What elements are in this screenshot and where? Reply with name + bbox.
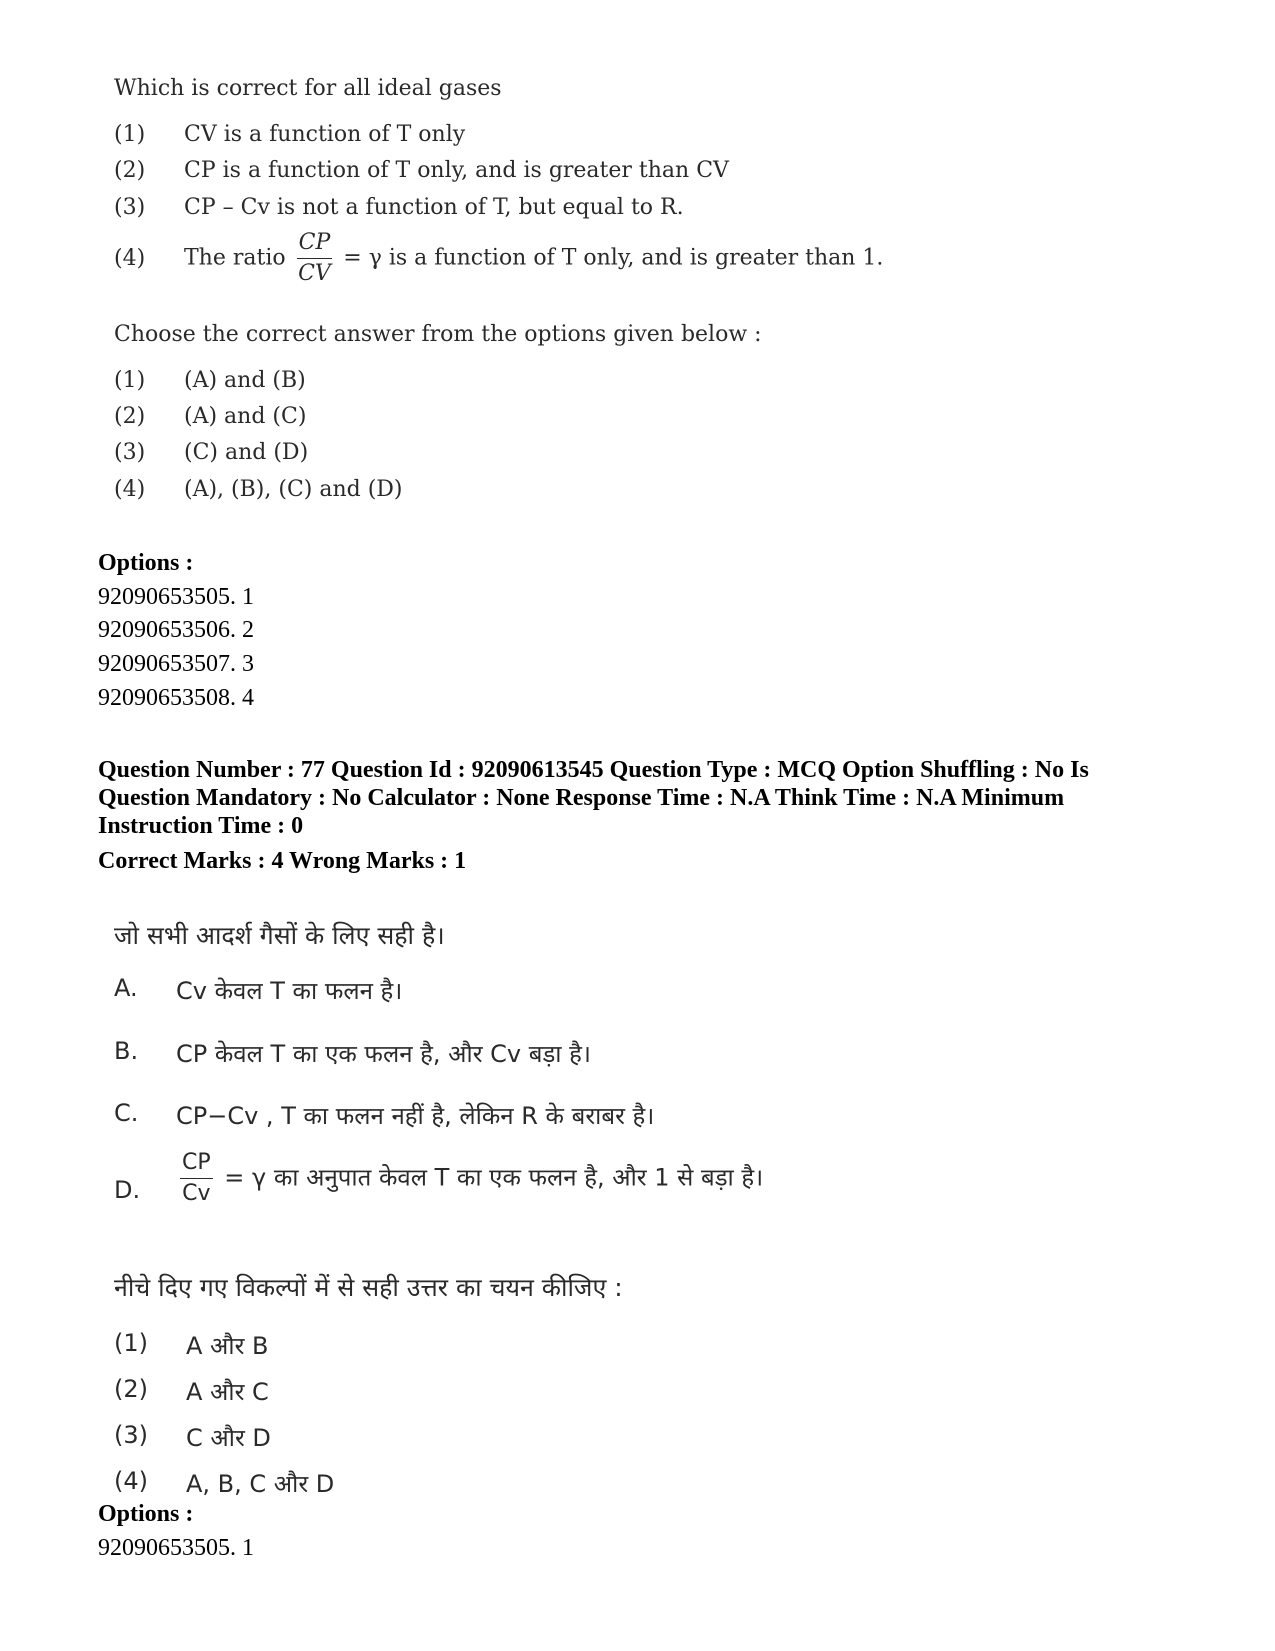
statement-text bbox=[184, 228, 883, 289]
choice-number: (2) bbox=[114, 404, 146, 429]
statement-text: CP−Cv , T का फलन नहीं है, लेकिन R के बराबर है। bbox=[176, 1102, 655, 1130]
statement-text: CP केवल T का एक फलन है, और Cv बड़ा है। bbox=[176, 1040, 591, 1068]
question-meta-line: Question Mandatory : No Calculator : None Response Time : N.A Think Time : N.A Minimum bbox=[98, 785, 1065, 811]
choice-number: (2) bbox=[114, 1375, 148, 1403]
choice-text: (A), (B), (C) and (D) bbox=[184, 477, 403, 502]
choice-number: (1) bbox=[114, 1329, 148, 1357]
choice-number: (1) bbox=[114, 368, 146, 393]
question-meta-line: Instruction Time : 0 bbox=[98, 813, 304, 839]
choose-prompt: Choose the correct answer from the options given below : bbox=[114, 322, 762, 347]
ratio-statement: = γ का अनुपात केवल T का एक फलन है, और 1 से बड़ा है। bbox=[224, 1163, 764, 1192]
choice-text: A, B, C और D bbox=[186, 1470, 335, 1498]
option-item: 92090653506. 2 bbox=[98, 617, 254, 643]
statement-text: CP – Cv is not a function of T, but equal to R. bbox=[184, 195, 684, 220]
choice-number: (4) bbox=[114, 477, 146, 502]
option-item: 92090653505. 1 bbox=[98, 584, 254, 610]
option-item: 92090653507. 3 bbox=[98, 651, 254, 677]
fraction-numerator: CP bbox=[180, 1148, 213, 1179]
fraction-denominator: CV bbox=[298, 261, 331, 286]
statement-text: CV is a function of T only bbox=[184, 122, 466, 147]
statement-text: Cv केवल T का फलन है। bbox=[176, 977, 403, 1005]
choice-text: C और D bbox=[186, 1424, 271, 1452]
statement-number: D. bbox=[114, 1176, 141, 1204]
options-label: Options : bbox=[98, 1501, 194, 1527]
ratio-fraction bbox=[297, 228, 333, 289]
statement-number: B. bbox=[114, 1037, 139, 1065]
statement-number: (3) bbox=[114, 195, 146, 220]
choice-number: (3) bbox=[114, 440, 146, 465]
choice-text: A और B bbox=[186, 1332, 269, 1360]
choice-number: (4) bbox=[114, 1467, 148, 1495]
choice-text: (A) and (B) bbox=[184, 368, 306, 393]
ratio-label: The ratio bbox=[184, 245, 286, 271]
statement-number: (1) bbox=[114, 122, 146, 147]
question-marks: Correct Marks : 4 Wrong Marks : 1 bbox=[98, 848, 467, 874]
statement-text: CP is a function of T only, and is greater than CV bbox=[184, 158, 729, 183]
question-stem: Which is correct for all ideal gases bbox=[114, 76, 502, 101]
choice-text: (A) and (C) bbox=[184, 404, 307, 429]
choose-prompt: नीचे दिए गए विकल्पों में से सही उत्तर का चयन कीजिए : bbox=[114, 1273, 623, 1302]
options-label: Options : bbox=[98, 550, 194, 576]
statement-number: (4) bbox=[114, 246, 146, 271]
choice-number: (3) bbox=[114, 1421, 148, 1449]
option-item: 92090653505. 1 bbox=[98, 1535, 254, 1561]
option-item: 92090653508. 4 bbox=[98, 685, 254, 711]
question-meta-line: Question Number : 77 Question Id : 92090613545 Question Type : MCQ Option Shuffling : No Is bbox=[98, 757, 1089, 783]
fraction-numerator: CP bbox=[297, 228, 333, 259]
choice-text: (C) and (D) bbox=[184, 440, 309, 465]
statement-number: C. bbox=[114, 1099, 139, 1127]
choice-text: A और C bbox=[186, 1378, 269, 1406]
statement-text bbox=[176, 1148, 763, 1209]
question-stem: जो सभी आदर्श गैसों के लिए सही है। bbox=[114, 921, 445, 950]
ratio-statement: = γ is a function of T only, and is greater than 1. bbox=[343, 245, 884, 271]
fraction-denominator: Cv bbox=[182, 1181, 211, 1206]
ratio-fraction bbox=[180, 1148, 213, 1209]
statement-number: (2) bbox=[114, 158, 146, 183]
statement-number: A. bbox=[114, 974, 138, 1002]
